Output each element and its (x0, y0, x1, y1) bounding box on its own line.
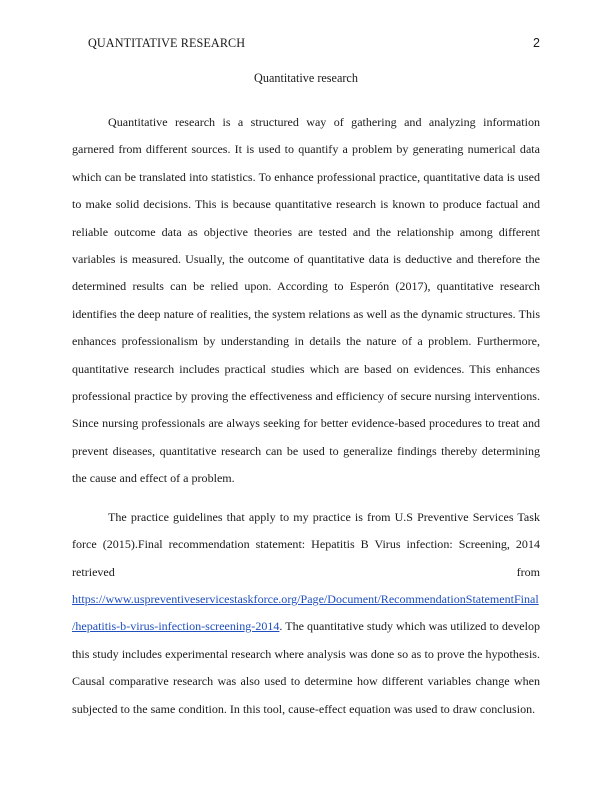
guideline-url-part2: /hepatitis-b-virus-infection-screening-2014 (72, 619, 280, 634)
paragraph-line: . The quantitative study which was utilized to develop (279, 619, 540, 634)
guideline-url-part1: https://www.uspreventiveservicestaskforce.org/Page/Document/RecommendationStatementFinal (72, 591, 539, 606)
paragraph-line: this study includes experimental research where analysis was done so as to prove the hypothesis. (72, 646, 540, 661)
paragraph-line: force (2015).Final recommendation statement: Hepatitis B Virus infection: Screening, 2014 (72, 537, 540, 552)
paragraph-line: retrieved from (72, 564, 540, 579)
paragraph-line: results can be relied upon. According to Esperón (2017), quantitative research identifies the deep (72, 279, 541, 321)
paragraph-line: The practice guidelines that apply to my practice is from U.S Preventive Services Task (108, 509, 540, 524)
document-body (72, 109, 540, 723)
paragraph-line: from different sources. It is used to quantify a problem by generating numerical data which can (72, 142, 540, 184)
paragraph-line: nursing professionals are always seeking for better evidence-based procedures to treat and (102, 416, 540, 431)
paragraph-line: solid decisions. This is because quantitative research is known to produce factual and reliable (72, 197, 540, 239)
running-head: QUANTITATIVE RESEARCH (88, 36, 246, 50)
paragraph-line: measured. Usually, the outcome of quantitative data is deductive and therefore the determined (72, 252, 540, 294)
paragraph-line: be translated into statistics. To enhance professional practice, quantitative data is used to make (72, 169, 541, 212)
paragraph-line: professionalism by understanding in details the nature of a problem. Furthermore, quantitative (72, 334, 541, 376)
paragraph-line: nature of realities, the system relations as well as the dynamic structures. This enhances (72, 306, 541, 349)
paragraph-line: practice by proving the effectiveness and efficiency of secure nursing interventions. Since (72, 389, 540, 431)
paragraph-line: Causal comparative research was also used to determine how different variables change when (72, 674, 540, 689)
paragraph-line: outcome data as objective theories are tested and the relationship among different variables is (72, 224, 540, 267)
page-header (88, 36, 540, 52)
paragraph-line: prevent diseases, quantitative research can be used to generalize findings thereby determining the (72, 443, 540, 486)
paragraph-line: subjected to the same condition. In this tool, cause-effect equation was used to draw conclusion. (72, 701, 536, 716)
paragraph-line: research includes practical studies which are based on evidences. This enhances professional (72, 361, 540, 404)
paragraph-practice-guidelines (72, 504, 540, 723)
paragraph-quantitative-research (72, 109, 540, 493)
paragraph-line: Quantitative research is a structured way of gathering and analyzing information garnered (72, 115, 540, 157)
paragraph-line: cause and effect of a problem. (89, 471, 235, 486)
document-title: Quantitative research (254, 71, 358, 85)
page-number: 2 (533, 36, 540, 50)
